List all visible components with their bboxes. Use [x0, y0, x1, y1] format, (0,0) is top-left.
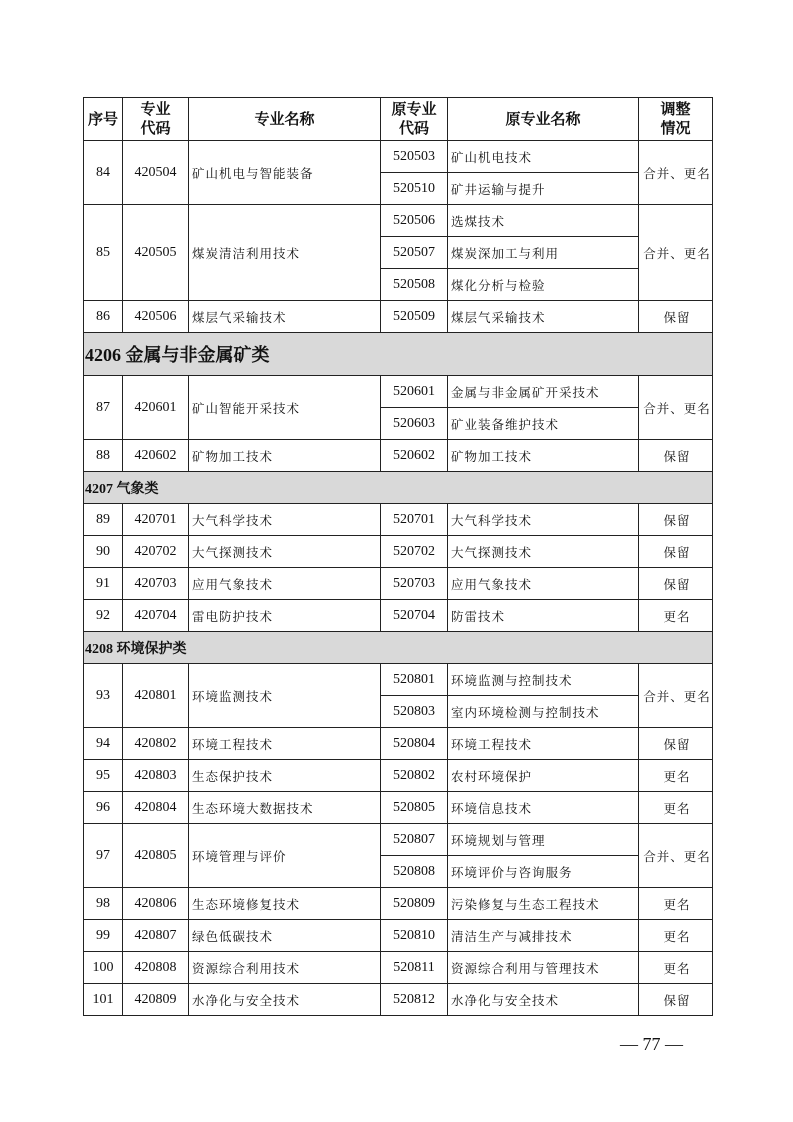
old-major-name: 矿井运输与提升: [448, 173, 639, 205]
old-major-code: 520805: [381, 792, 448, 824]
table-header-row: [84, 98, 713, 141]
major-code: 420805: [123, 824, 189, 888]
old-major-code: 520704: [381, 600, 448, 632]
old-major-name: 室内环境检测与控制技术: [448, 696, 639, 728]
old-major-name: 应用气象技术: [448, 568, 639, 600]
table-row: [84, 888, 713, 920]
table-row: [84, 504, 713, 536]
row-number: 98: [84, 888, 123, 920]
major-name: 水净化与安全技术: [189, 984, 381, 1016]
major-name: 环境监测技术: [189, 664, 381, 728]
old-major-name: 选煤技术: [448, 205, 639, 237]
old-major-name: 大气探测技术: [448, 536, 639, 568]
major-code: 420809: [123, 984, 189, 1016]
table-row: [84, 568, 713, 600]
major-name: 环境管理与评价: [189, 824, 381, 888]
adjustment-status: 保留: [639, 301, 713, 333]
row-number: 89: [84, 504, 123, 536]
table-row: [84, 376, 713, 408]
major-name: 环境工程技术: [189, 728, 381, 760]
section-header-row: [84, 472, 713, 504]
header-code: 专业代码: [123, 98, 189, 141]
row-number: 90: [84, 536, 123, 568]
row-number: 97: [84, 824, 123, 888]
major-code: 420802: [123, 728, 189, 760]
major-code: 420808: [123, 952, 189, 984]
table-row: [84, 536, 713, 568]
row-number: 93: [84, 664, 123, 728]
header-old-name: 原专业名称: [448, 98, 639, 141]
adjustment-status: 保留: [639, 568, 713, 600]
major-code: 420506: [123, 301, 189, 333]
old-major-code: 520812: [381, 984, 448, 1016]
major-code: 420704: [123, 600, 189, 632]
row-number: 100: [84, 952, 123, 984]
section-header-row: [84, 333, 713, 376]
old-major-code: 520807: [381, 824, 448, 856]
adjustment-status: 保留: [639, 504, 713, 536]
old-major-name: 环境工程技术: [448, 728, 639, 760]
old-major-name: 金属与非金属矿开采技术: [448, 376, 639, 408]
adjustment-status: 合并、更名: [639, 141, 713, 205]
major-name: 生态环境大数据技术: [189, 792, 381, 824]
adjustment-status: 更名: [639, 760, 713, 792]
major-code: 420807: [123, 920, 189, 952]
old-major-code: 520506: [381, 205, 448, 237]
old-major-name: 矿业装备维护技术: [448, 408, 639, 440]
old-major-code: 520603: [381, 408, 448, 440]
major-name: 大气科学技术: [189, 504, 381, 536]
row-number: 86: [84, 301, 123, 333]
adjustment-status: 合并、更名: [639, 205, 713, 301]
table-row: [84, 760, 713, 792]
old-major-code: 520503: [381, 141, 448, 173]
major-name: 矿山智能开采技术: [189, 376, 381, 440]
old-major-name: 防雷技术: [448, 600, 639, 632]
section-title: 4207 气象类: [84, 472, 713, 504]
major-adjustment-table: [83, 97, 713, 1016]
adjustment-status: 更名: [639, 792, 713, 824]
major-code: 420505: [123, 205, 189, 301]
adjustment-status: 更名: [639, 952, 713, 984]
old-major-name: 矿物加工技术: [448, 440, 639, 472]
major-name: 煤层气采输技术: [189, 301, 381, 333]
old-major-name: 清洁生产与减排技术: [448, 920, 639, 952]
major-name: 大气探测技术: [189, 536, 381, 568]
major-name: 矿物加工技术: [189, 440, 381, 472]
old-major-code: 520802: [381, 760, 448, 792]
old-major-code: 520701: [381, 504, 448, 536]
adjustment-status: 保留: [639, 536, 713, 568]
major-code: 420601: [123, 376, 189, 440]
old-major-name: 煤层气采输技术: [448, 301, 639, 333]
table-row: [84, 984, 713, 1016]
old-major-name: 环境监测与控制技术: [448, 664, 639, 696]
old-major-code: 520803: [381, 696, 448, 728]
adjustment-status: 更名: [639, 600, 713, 632]
row-number: 95: [84, 760, 123, 792]
old-major-code: 520702: [381, 536, 448, 568]
row-number: 84: [84, 141, 123, 205]
table-row: [84, 728, 713, 760]
row-number: 85: [84, 205, 123, 301]
major-code: 420602: [123, 440, 189, 472]
row-number: 101: [84, 984, 123, 1016]
row-number: 87: [84, 376, 123, 440]
major-code: 420803: [123, 760, 189, 792]
old-major-code: 520509: [381, 301, 448, 333]
major-name: 资源综合利用技术: [189, 952, 381, 984]
old-major-code: 520810: [381, 920, 448, 952]
table-row: [84, 952, 713, 984]
row-number: 96: [84, 792, 123, 824]
old-major-name: 大气科学技术: [448, 504, 639, 536]
section-header-row: [84, 632, 713, 664]
header-old-code: 原专业代码: [381, 98, 448, 141]
major-code: 420801: [123, 664, 189, 728]
major-code: 420703: [123, 568, 189, 600]
old-major-code: 520808: [381, 856, 448, 888]
major-name: 雷电防护技术: [189, 600, 381, 632]
adjustment-status: 保留: [639, 984, 713, 1016]
adjustment-status: 合并、更名: [639, 824, 713, 888]
row-number: 99: [84, 920, 123, 952]
old-major-name: 农村环境保护: [448, 760, 639, 792]
old-major-name: 煤化分析与检验: [448, 269, 639, 301]
old-major-code: 520804: [381, 728, 448, 760]
table-row: [84, 301, 713, 333]
table-row: [84, 205, 713, 237]
adjustment-status: 合并、更名: [639, 376, 713, 440]
row-number: 91: [84, 568, 123, 600]
major-code: 420806: [123, 888, 189, 920]
major-name: 生态保护技术: [189, 760, 381, 792]
old-major-code: 520508: [381, 269, 448, 301]
row-number: 92: [84, 600, 123, 632]
table-row: [84, 141, 713, 173]
old-major-name: 水净化与安全技术: [448, 984, 639, 1016]
table-row: [84, 664, 713, 696]
old-major-name: 环境评价与咨询服务: [448, 856, 639, 888]
adjustment-status: 保留: [639, 440, 713, 472]
table-body: [84, 141, 713, 1016]
major-name: 应用气象技术: [189, 568, 381, 600]
old-major-code: 520801: [381, 664, 448, 696]
old-major-name: 污染修复与生态工程技术: [448, 888, 639, 920]
page-number: — 77 —: [620, 1034, 683, 1054]
adjustment-status: 更名: [639, 888, 713, 920]
table-row: [84, 824, 713, 856]
adjustment-status: 更名: [639, 920, 713, 952]
old-major-code: 520510: [381, 173, 448, 205]
header-status: 调整情况: [639, 98, 713, 141]
major-code: 420701: [123, 504, 189, 536]
old-major-code: 520602: [381, 440, 448, 472]
old-major-code: 520809: [381, 888, 448, 920]
old-major-name: 环境信息技术: [448, 792, 639, 824]
table-row: [84, 792, 713, 824]
section-title: 4208 环境保护类: [84, 632, 713, 664]
table-row: [84, 600, 713, 632]
adjustment-status: 合并、更名: [639, 664, 713, 728]
table-row: [84, 920, 713, 952]
major-name: 绿色低碳技术: [189, 920, 381, 952]
major-name: 生态环境修复技术: [189, 888, 381, 920]
header-name: 专业名称: [189, 98, 381, 141]
major-code: 420504: [123, 141, 189, 205]
major-code: 420702: [123, 536, 189, 568]
old-major-name: 环境规划与管理: [448, 824, 639, 856]
section-title: 4206 金属与非金属矿类: [84, 333, 713, 376]
major-code: 420804: [123, 792, 189, 824]
row-number: 88: [84, 440, 123, 472]
table-row: [84, 440, 713, 472]
major-name: 矿山机电与智能装备: [189, 141, 381, 205]
old-major-name: 矿山机电技术: [448, 141, 639, 173]
old-major-code: 520811: [381, 952, 448, 984]
major-name: 煤炭清洁利用技术: [189, 205, 381, 301]
row-number: 94: [84, 728, 123, 760]
old-major-name: 资源综合利用与管理技术: [448, 952, 639, 984]
header-no: 序号: [84, 98, 123, 141]
old-major-code: 520703: [381, 568, 448, 600]
old-major-code: 520601: [381, 376, 448, 408]
old-major-code: 520507: [381, 237, 448, 269]
old-major-name: 煤炭深加工与利用: [448, 237, 639, 269]
adjustment-status: 保留: [639, 728, 713, 760]
